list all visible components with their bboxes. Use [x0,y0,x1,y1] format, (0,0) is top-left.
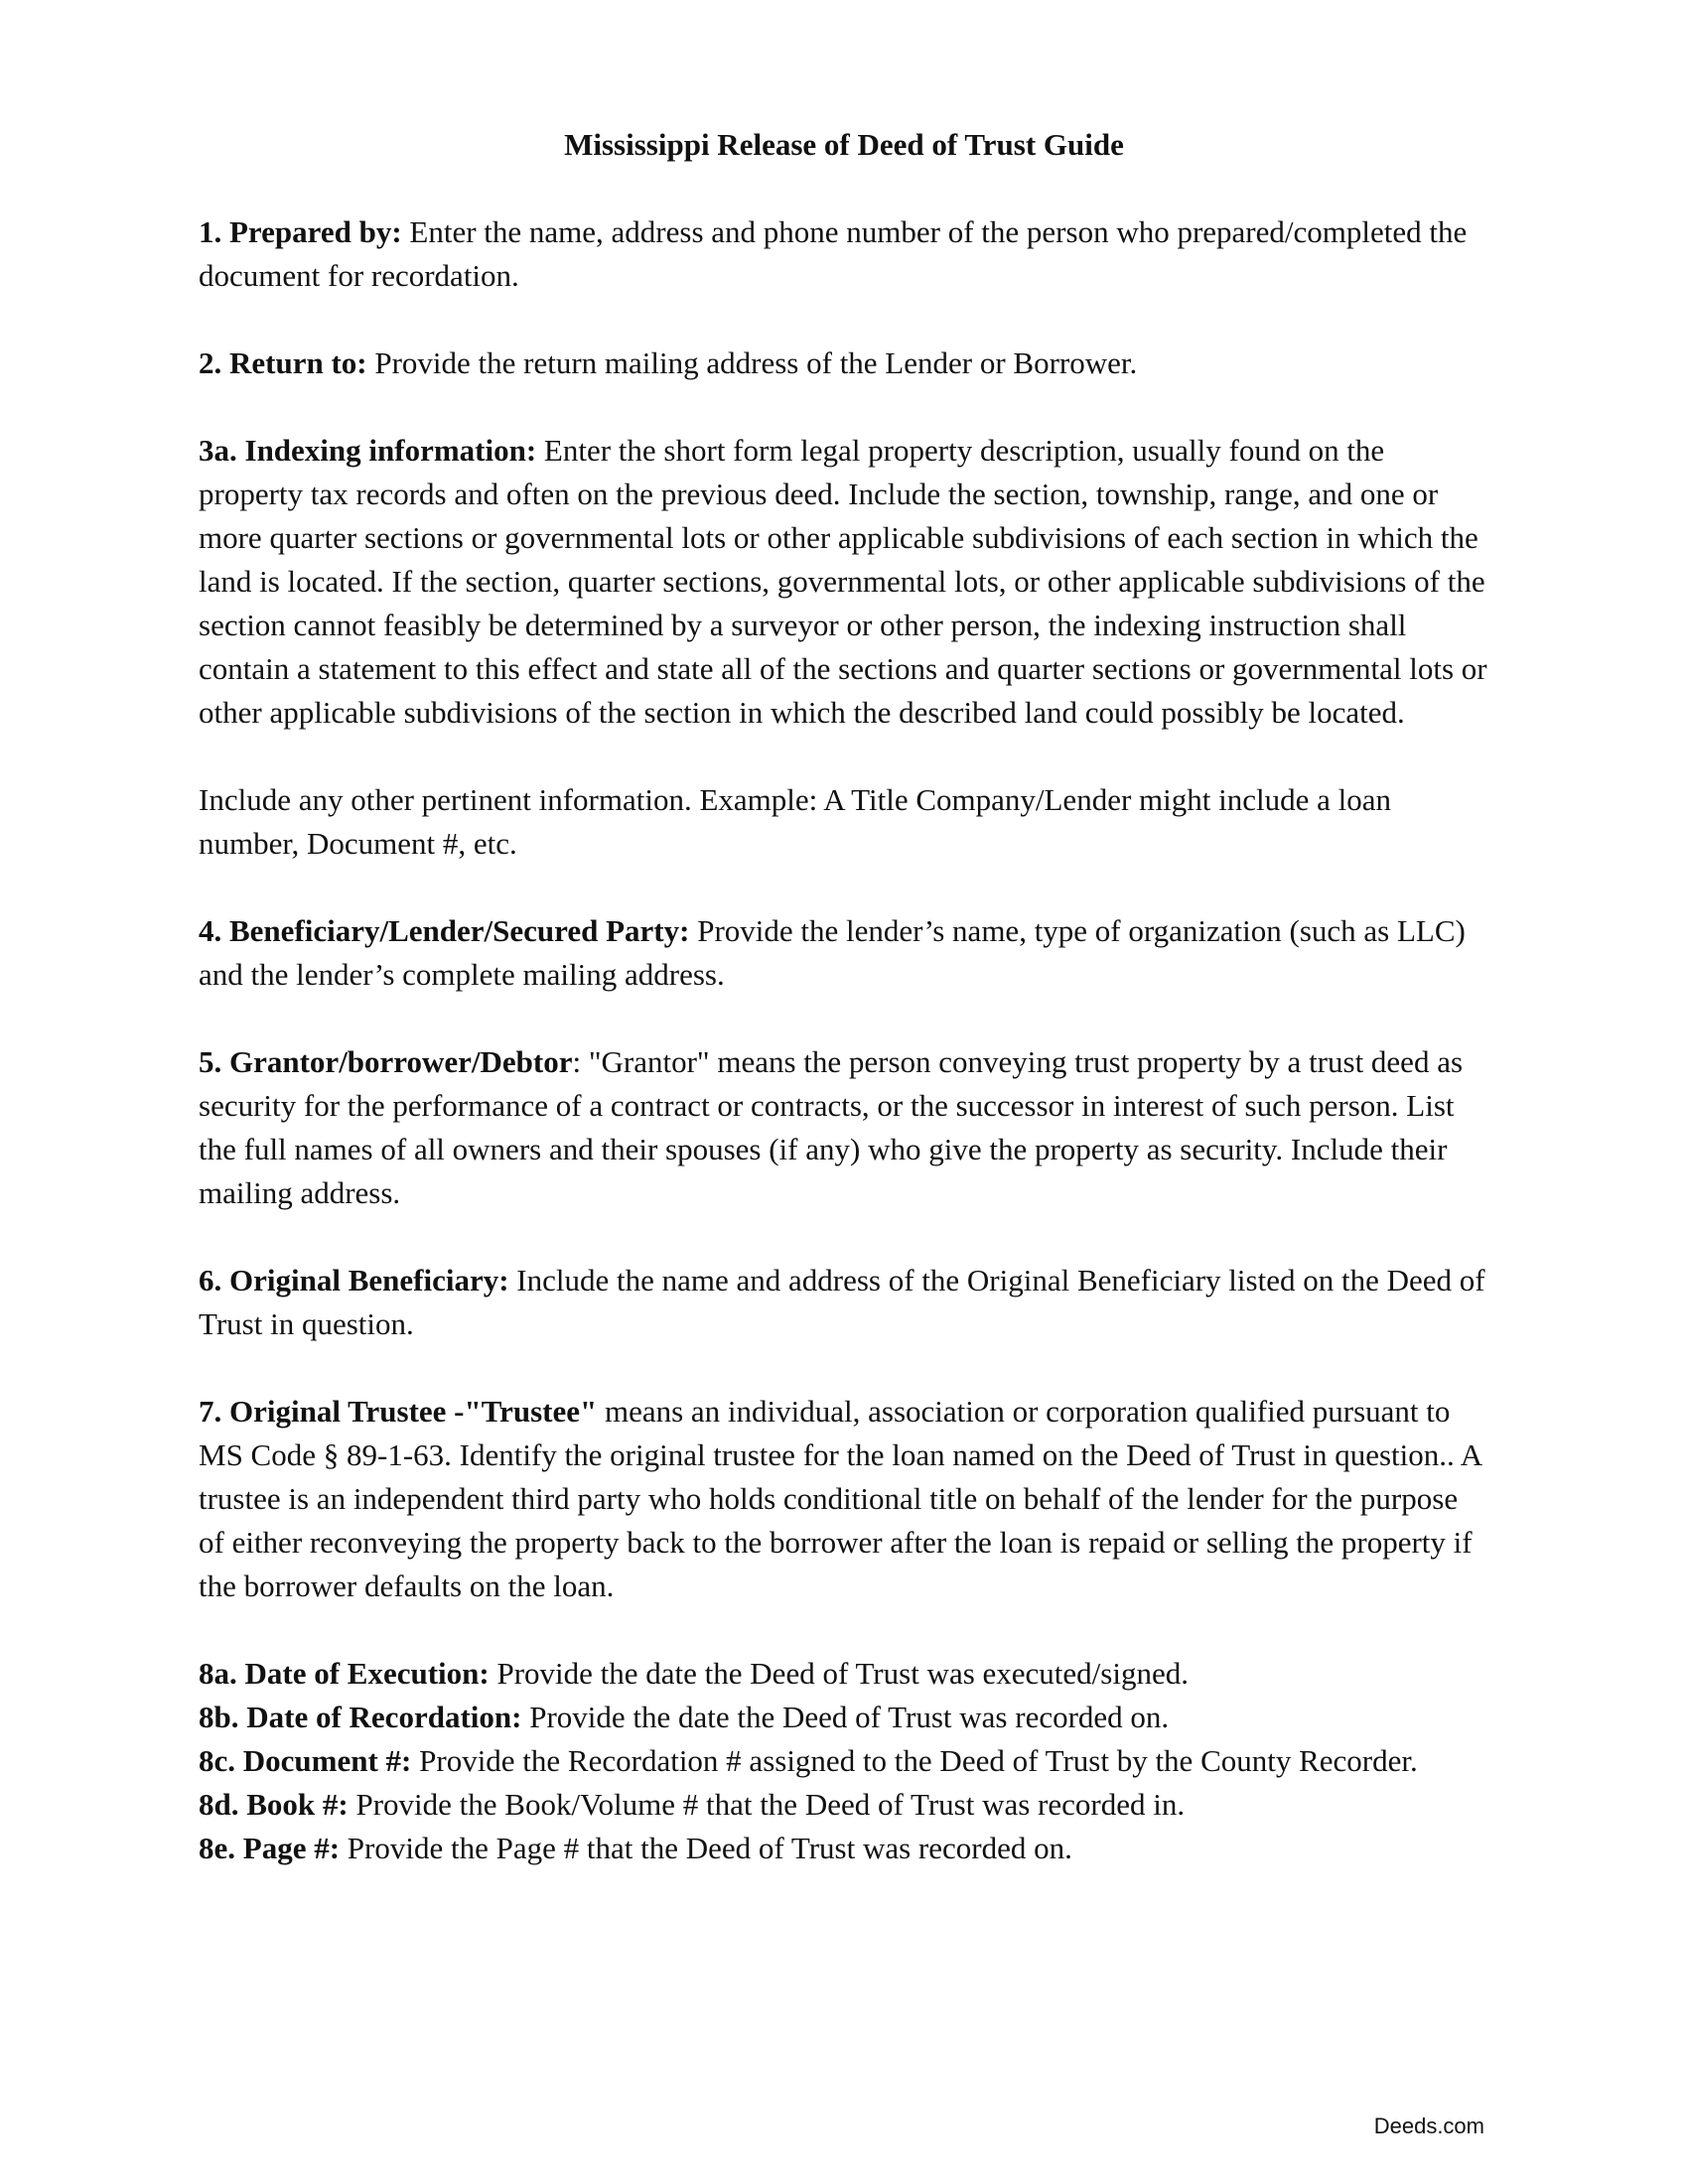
item-date-of-recordation [199,1696,1489,1739]
section-label: 6. Original Beneficiary: [199,1263,509,1297]
item-book-number [199,1783,1489,1827]
section-label: 5. Grantor/borrower/Debtor [199,1044,573,1079]
item-label: 8b. Date of Recordation: [199,1700,522,1734]
section-indexing-information [199,429,1489,735]
section-label: 7. Original Trustee -"Trustee" [199,1394,598,1429]
section-text: means an individual, association or corporation qualified pursuant to MS Code § 89-1-63. Identify the original trustee for the loan named on the Deed of Trust in question.. A trustee is an independent third party who holds conditional title on behalf of the lender for the purpose of either reconveying the property back to the borrower after the loan is repaid or selling the property if the borrower defaults on the loan. [199,1394,1481,1603]
section-label: 2. Return to: [199,345,367,380]
item-page-number [199,1827,1489,1870]
item-text: Provide the date the Deed of Trust was recorded on. [521,1700,1170,1734]
section-label: 3a. Indexing information: [199,433,537,468]
section-return-to [199,341,1489,385]
section-label: 4. Beneficiary/Lender/Secured Party: [199,913,690,948]
item-text: Provide the date the Deed of Trust was executed/signed. [489,1656,1189,1691]
section-label: 1. Prepared by: [199,214,402,249]
document-body [199,210,1489,1870]
item-date-of-execution [199,1652,1489,1696]
section-text: Provide the return mailing address of the Lender or Borrower. [366,345,1138,380]
section-text: Enter the name, address and phone number of the person who prepared/completed the document for recordation. [199,214,1468,293]
section-text: Enter the short form legal property description, usually found on the property tax records and often on the previous deed. Include the section, township, range, and one or more quarter sections or governmental lots or other applicable subdivisions of each section in which the land is located. If the section, quarter sections, governmental lots, or other applicable subdivisions of the section cannot feasibly be determined by a surveyor or other person, the indexing instruction shall contain a statement to this effect and state all of the sections and quarter sections or governmental lots or other applicable subdivisions of the section in which the described land could possibly be located. [199,433,1487,730]
item-label: 8d. Book #: [199,1787,349,1822]
item-text: Provide the Book/Volume # that the Deed of Trust was recorded in. [348,1787,1186,1822]
section-other-info [199,778,1489,866]
section-prepared-by [199,210,1489,298]
section-text: : "Grantor" means the person conveying trust property by a trust deed as security for the performance of a contract or contracts, or the successor in interest of such person. List the full names of all owners and their spouses (if any) who give the property as security. Include their mailing address. [199,1044,1464,1210]
section-original-beneficiary [199,1259,1489,1346]
section-beneficiary [199,909,1489,997]
item-text: Provide the Recordation # assigned to the Deed of Trust by the County Recorder. [411,1743,1418,1778]
section-grantor [199,1040,1489,1215]
item-label: 8a. Date of Execution: [199,1656,490,1691]
section-original-trustee [199,1390,1489,1608]
item-text: Provide the Page # that the Deed of Trust was recorded on. [340,1831,1072,1865]
item-label: 8e. Page #: [199,1831,341,1865]
item-label: 8c. Document #: [199,1743,412,1778]
section-text: Include the name and address of the Original Beneficiary listed on the Deed of Trust in question. [199,1263,1485,1341]
item-document-number [199,1739,1489,1783]
section-text: Provide the lender’s name, type of organization (such as LLC) and the lender’s complete mailing address. [199,913,1466,992]
page-title: Mississippi Release of Deed of Trust Guide [564,127,1124,162]
footer-brand: Deeds.com [1373,2114,1484,2138]
section-text: Include any other pertinent information. Example: A Title Company/Lender might include a loan number, Document #, etc. [199,782,1391,861]
